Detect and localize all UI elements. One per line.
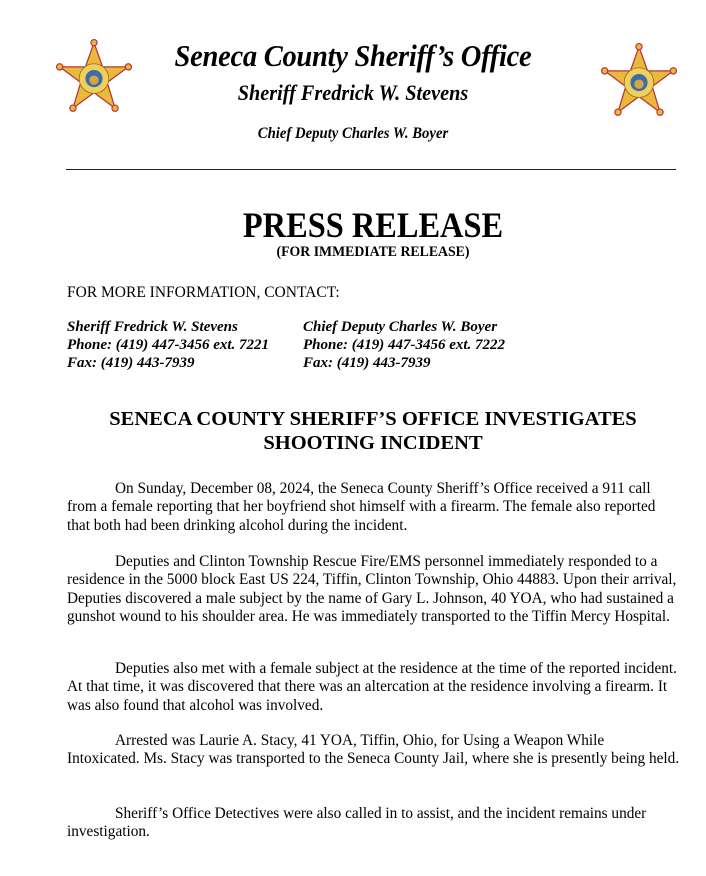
office-name: Seneca County Sheriff’s Office	[174, 38, 532, 73]
paragraph-text: Deputies and Clinton Township Rescue Fire/EMS personnel immediately responded to a residence in the 5000 block East US 224, Tiffin, Clinton Township, Ohio 44883. Upon their arrival, Deputies discovered a male subject by the name of Gary L. Johnson, 40 YOA, who had sustained a gunshot wound to his shoulder area. He was immediately transported to the Tiffin Mercy Hospital.	[67, 553, 677, 625]
paragraph-text: On Sunday, December 08, 2024, the Seneca County Sheriff’s Office received a 911 call from a female reporting that her boyfriend shot himself with a firearm. The female also reported that both had been drinking alcohol during the incident.	[67, 480, 656, 534]
sheriff-name: Sheriff Fredrick W. Stevens	[237, 80, 469, 105]
contact-fax: Fax: (419) 443-7939	[67, 355, 195, 371]
paragraph-text: Deputies also met with a female subject at the residence at the time of the reported incident. At that time, it was discovered that there was an altercation at the residence involving a firearm. It was also found that alcohol was involved.	[67, 660, 677, 714]
headline	[60, 407, 686, 455]
header-divider	[66, 169, 676, 170]
paragraph-text: Arrested was Laurie A. Stacy, 41 YOA, Tiffin, Ohio, for Using a Weapon While Intoxicated. Ms. Stacy was transported to the Seneca County Jail, where she is presently being held.	[67, 732, 680, 768]
contact-name: Sheriff Fredrick W. Stevens	[67, 319, 238, 335]
headline-line-2: SHOOTING INCIDENT	[263, 432, 483, 454]
headline-line-1: SENECA COUNTY SHERIFF’S OFFICE INVESTIGATES	[109, 408, 637, 430]
paragraph	[67, 480, 680, 535]
paragraph-text: Sheriff’s Office Detectives were also called in to assist, and the incident remains under investigation.	[67, 805, 647, 841]
paragraph	[67, 660, 680, 715]
press-release-subtitle: (FOR IMMEDIATE RELEASE)	[276, 244, 470, 260]
press-release-title: PRESS RELEASE	[242, 205, 504, 245]
contact-name: Chief Deputy Charles W. Boyer	[303, 319, 498, 335]
paragraph	[67, 805, 680, 842]
contact-fax: Fax: (419) 443-7939	[303, 355, 431, 371]
contact-sheriff	[67, 318, 269, 372]
paragraph	[67, 553, 680, 626]
contact-phone: Phone: (419) 447-3456 ext. 7222	[303, 337, 506, 353]
paragraph	[67, 732, 680, 769]
contact-chief-deputy	[303, 318, 505, 372]
contact-phone: Phone: (419) 447-3456 ext. 7221	[67, 337, 270, 353]
contact-heading: FOR MORE INFORMATION, CONTACT:	[67, 284, 340, 301]
chief-deputy-name: Chief Deputy Charles W. Boyer	[257, 125, 449, 142]
